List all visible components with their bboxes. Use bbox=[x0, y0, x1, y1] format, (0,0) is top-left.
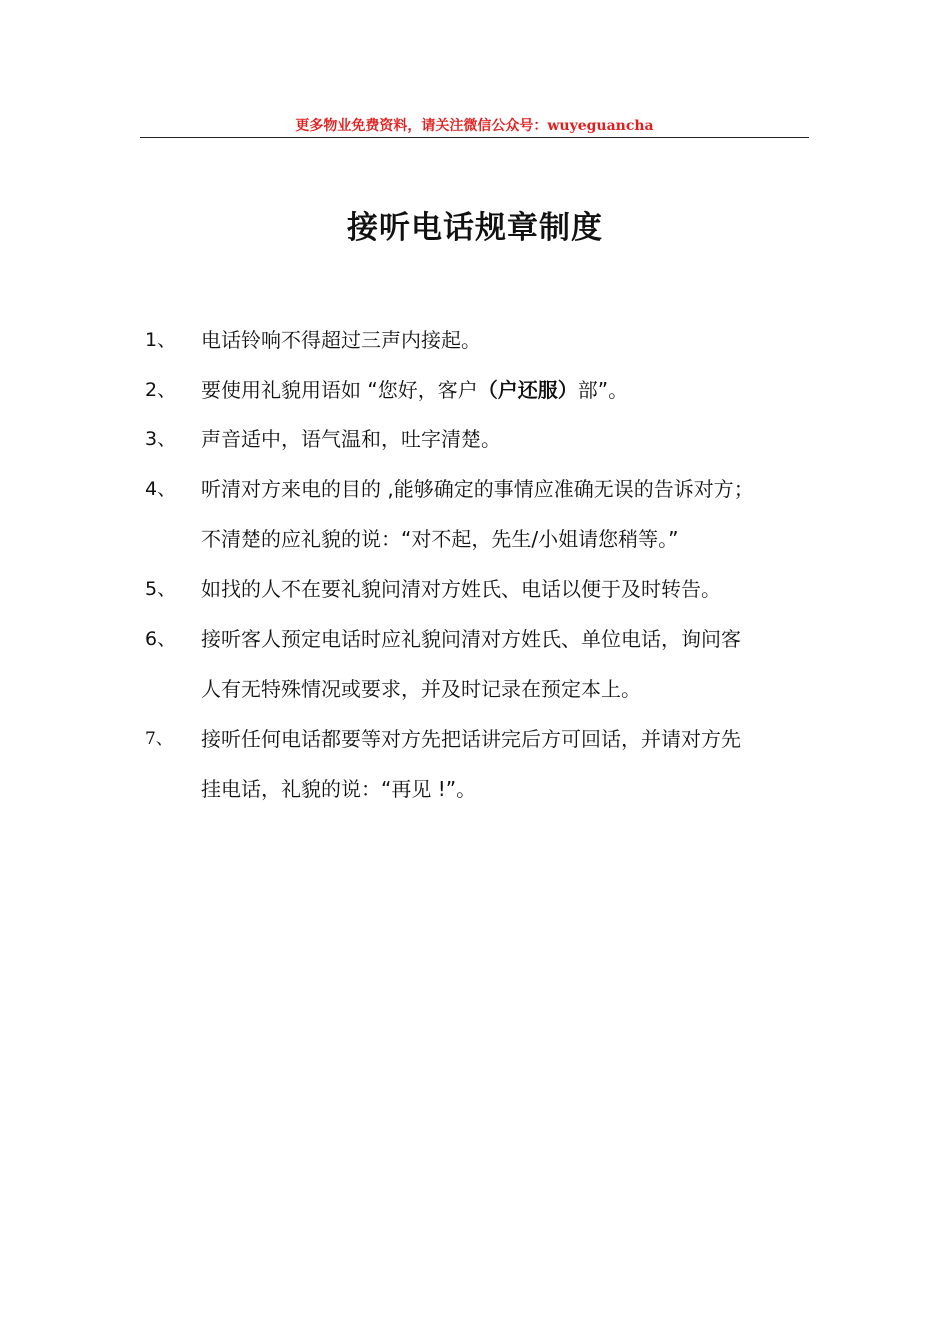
item-text: 接听任何电话都要等对方先把话讲完后方可回话，并请对方先 bbox=[201, 727, 741, 751]
item-text: 挂电话，礼貌的说：“再见 !”。 bbox=[201, 777, 477, 801]
item-text: 不清楚的应礼貌的说：“对不起，先生/小姐请您稍等。” bbox=[201, 527, 679, 551]
item-number: 3、 bbox=[145, 428, 177, 450]
document-title: 接听电话规章制度 bbox=[347, 210, 603, 246]
item-text: 如找的人不在要礼貌问清对方姓氏、电话以便于及时转告。 bbox=[201, 577, 721, 601]
item-text bbox=[201, 365, 628, 415]
item-text-bold: （户还服） bbox=[477, 378, 578, 402]
wechat-notice-header: 更多物业免费资料，请关注微信公众号：wuyeguancha bbox=[295, 118, 654, 134]
item-number: 7、 bbox=[145, 729, 173, 749]
item-number: 5、 bbox=[145, 578, 177, 600]
item-text: 声音适中，语气温和，吐字清楚。 bbox=[201, 427, 501, 451]
header-divider bbox=[140, 137, 809, 138]
item-text: 听清对方来电的目的 ,能够确定的事情应准确无误的告诉对方； bbox=[201, 477, 754, 501]
item-text: 电话铃响不得超过三声内接起。 bbox=[201, 328, 481, 352]
item-text-part: 部”。 bbox=[577, 378, 629, 402]
item-text: 人有无特殊情况或要求，并及时记录在预定本上。 bbox=[201, 677, 641, 701]
item-number: 4、 bbox=[145, 478, 177, 500]
item-number: 1、 bbox=[145, 329, 177, 351]
item-number: 2、 bbox=[145, 379, 177, 401]
item-text: 接听客人预定电话时应礼貌问清对方姓氏、单位电话，询问客 bbox=[201, 627, 741, 651]
item-number: 6、 bbox=[145, 628, 177, 650]
item-text-part: 要使用礼貌用语如 “您好，客户 bbox=[201, 378, 478, 402]
